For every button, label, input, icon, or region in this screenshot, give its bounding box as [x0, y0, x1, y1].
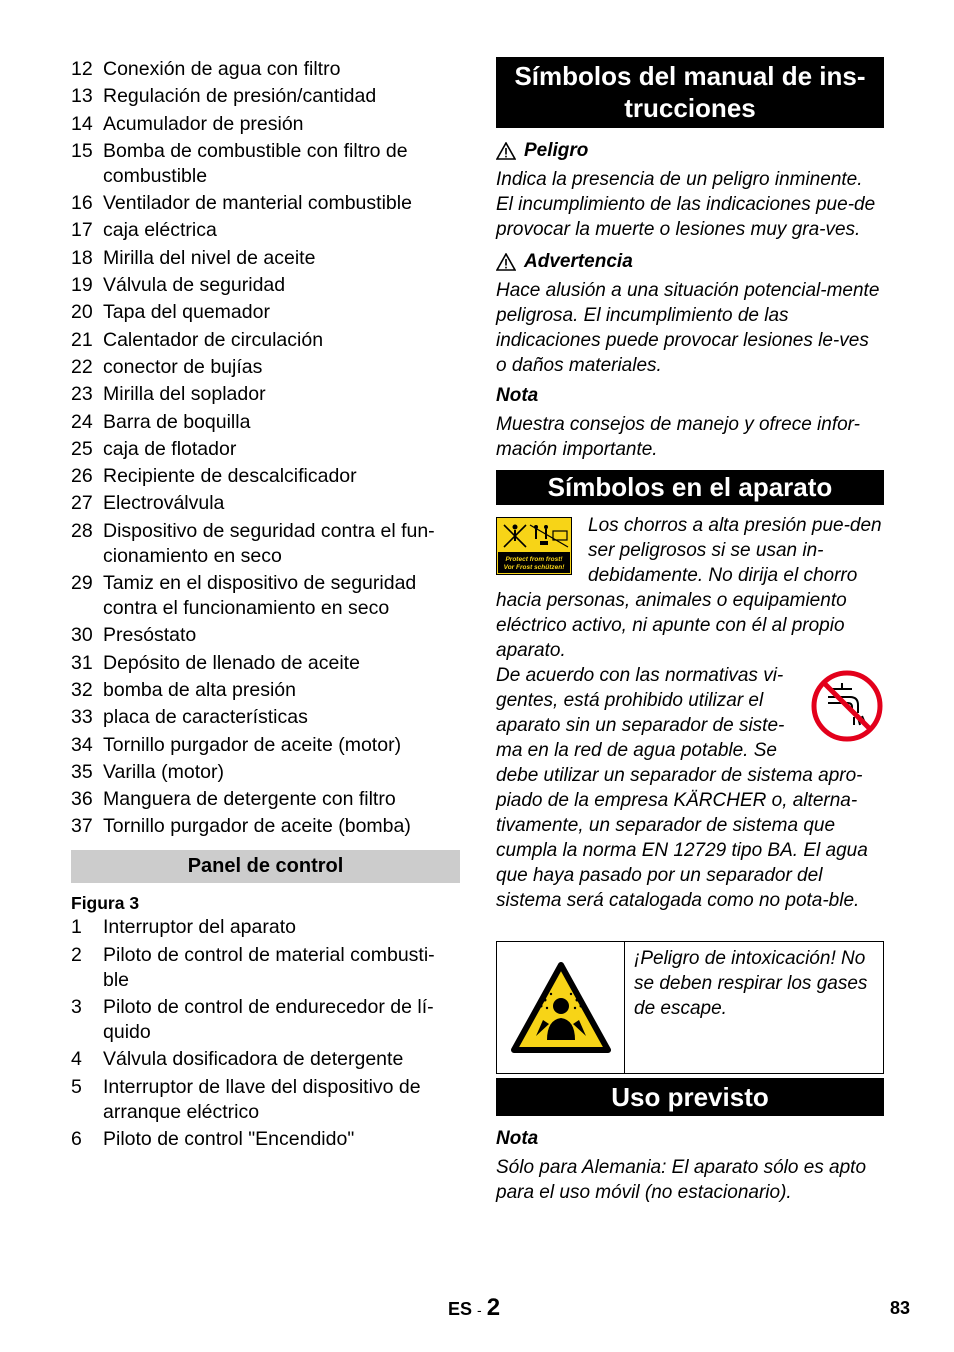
jets-text: Los chorros a alta presión pue-den ser peligrosos si se usan in-debidamente. No dirija el chorro hacia personas, animales o equipamiento eléctrico activo, ni apunte con él al propio aparato. [496, 515, 882, 661]
list-item-number: 35 [71, 760, 93, 783]
list-item-number: 27 [71, 492, 93, 515]
list-item [71, 1127, 460, 1152]
list-item [71, 814, 460, 839]
list-item-number: 24 [71, 410, 93, 433]
toxic-gas-warning-icon [511, 962, 611, 1054]
list-item [71, 84, 460, 109]
list-item-number: 13 [71, 85, 93, 108]
list-item [71, 1075, 460, 1125]
uso-nota-label: Nota [496, 1128, 539, 1149]
list-item-number: 23 [71, 383, 93, 406]
separator-paragraph [496, 663, 884, 913]
list-item-number: 4 [71, 1048, 82, 1071]
list-item [71, 246, 460, 271]
list-item-number: 36 [71, 788, 93, 811]
advertencia-heading [496, 249, 884, 274]
list-item-number: 19 [71, 274, 93, 297]
advertencia-text: Hace alusión a una situación potencial-mente peligrosa. El incumplimiento de las indicaciones puede provocar lesiones le-ves o daños materiales. [496, 280, 880, 376]
list-item [71, 410, 460, 435]
symbols-manual-heading: Símbolos del manual de ins-trucciones [496, 57, 884, 128]
list-item [71, 273, 460, 298]
list-item-text: Regulación de presión/cantidad [103, 85, 377, 108]
list-item-text: Válvula dosificadora de detergente [103, 1048, 404, 1071]
list-item-number: 34 [71, 733, 93, 756]
list-item-text: Manguera de detergente con filtro [103, 788, 396, 811]
list-item [71, 623, 460, 648]
advertencia-label: Advertencia [524, 251, 633, 272]
list-item-text: Piloto de control de endurecedor de lí-quido [103, 996, 434, 1044]
toxic-warning-table [496, 941, 884, 1074]
component-list [71, 57, 460, 839]
svg-text:Vor Frost schützen!: Vor Frost schützen! [503, 564, 565, 571]
list-item-number: 6 [71, 1127, 82, 1150]
list-item-number: 37 [71, 815, 93, 838]
panel-list [71, 915, 460, 1151]
list-item-text: Calentador de circulación [103, 328, 324, 351]
list-item [71, 705, 460, 730]
list-item-number: 21 [71, 328, 93, 351]
list-item-text: Piloto de control de material combusti-ble [103, 943, 435, 991]
uso-nota-text: Sólo para Alemania: El aparato sólo es apto para el uso móvil (no estacionario). [496, 1157, 867, 1203]
list-item-number: 2 [71, 943, 82, 966]
list-item-text: bomba de alta presión [103, 678, 296, 701]
list-item-number: 17 [71, 219, 93, 242]
peligro-label: Peligro [524, 140, 589, 161]
no-drinking-water-connection-icon [810, 669, 884, 743]
warning-triangle-icon [496, 142, 516, 160]
symbols-device-heading: Símbolos en el aparato [496, 470, 884, 505]
svg-text:Protect from frost!: Protect from frost! [505, 556, 563, 563]
toxic-text: ¡Peligro de intoxicación! No se deben respirar los gases de escape. [634, 948, 868, 1019]
list-item-number: 33 [71, 706, 93, 729]
list-item-text: Electroválvula [103, 492, 225, 515]
list-item-number: 12 [71, 58, 93, 80]
list-item [71, 519, 460, 569]
list-item-number: 30 [71, 624, 93, 647]
list-item-text: Tapa del quemador [103, 301, 270, 324]
page-number: 83 [890, 1298, 911, 1318]
right-column [496, 57, 884, 1205]
toxic-icon-cell [497, 942, 625, 1073]
list-item [71, 915, 460, 940]
list-item [71, 355, 460, 380]
left-column [71, 57, 460, 1154]
list-item-number: 16 [71, 192, 93, 215]
list-item-text: caja eléctrica [103, 219, 217, 242]
list-item-text: Tamiz en el dispositivo de seguridad contra el funcionamiento en seco [103, 572, 417, 620]
list-item [71, 943, 460, 993]
list-item [71, 139, 460, 189]
list-item-text: Depósito de llenado de aceite [103, 651, 360, 674]
footer-section [448, 1296, 500, 1322]
list-item [71, 678, 460, 703]
list-item [71, 760, 460, 785]
footer-separator: - [477, 1302, 482, 1318]
list-item-number: 3 [71, 996, 82, 1019]
list-item [71, 995, 460, 1045]
list-item-text: Mirilla del nivel de aceite [103, 246, 316, 269]
list-item-number: 18 [71, 246, 93, 269]
separator-text: De acuerdo con las normativas vi-gentes, está prohibido utilizar el aparato sin un separador de siste-ma en la red de agua potable. Se debe utilizar un separador de sistema apro-piado de la empresa KÄRCHER o, alterna-tivamente, un separador de sistema que cumpla la norma EN 12729 tipo BA. El agua que haya pasado por un separador del sistema será catalogada como no pota-ble. [496, 665, 868, 911]
list-item-number: 29 [71, 572, 93, 595]
list-item [71, 571, 460, 621]
list-item [71, 112, 460, 137]
list-item [71, 300, 460, 325]
list-item-number: 25 [71, 437, 93, 460]
list-item-number: 14 [71, 112, 93, 135]
footer-lang: ES [448, 1299, 473, 1319]
list-item-number: 22 [71, 355, 93, 378]
list-item [71, 464, 460, 489]
nota-text: Muestra consejos de manejo y ofrece infor-mación importante. [496, 414, 860, 460]
list-item-text: Bomba de combustible con filtro de combustible [103, 139, 408, 187]
list-item-text: placa de características [103, 706, 308, 729]
list-item [71, 733, 460, 758]
list-item [71, 382, 460, 407]
list-item [71, 787, 460, 812]
figure-label: Figura 3 [71, 893, 140, 914]
list-item-number: 28 [71, 519, 93, 542]
list-item-number: 15 [71, 139, 93, 162]
list-item-text: conector de bujías [103, 355, 263, 378]
footer-section-number: 2 [486, 1294, 501, 1321]
list-item-text: Recipiente de descalcificador [103, 465, 357, 488]
list-item-text: Conexión de agua con filtro [103, 58, 341, 80]
list-item-number: 31 [71, 651, 93, 674]
list-item-text: Dispositivo de seguridad contra el fun-cionamiento en seco [103, 519, 435, 567]
list-item [71, 57, 460, 82]
list-item [71, 191, 460, 216]
list-item [71, 1047, 460, 1072]
panel-heading: Panel de control [71, 850, 460, 883]
list-item-number: 5 [71, 1075, 82, 1098]
list-item-text: Presóstato [103, 624, 197, 647]
list-item [71, 328, 460, 353]
protect-from-frost-sign-icon [496, 517, 572, 575]
list-item-text: Varilla (motor) [103, 760, 224, 783]
list-item-text: Tornillo purgador de aceite (bomba) [103, 815, 411, 838]
list-item-text: caja de flotador [103, 437, 237, 460]
jets-paragraph [496, 513, 884, 663]
nota-label: Nota [496, 385, 539, 406]
list-item [71, 218, 460, 243]
peligro-text: Indica la presencia de un peligro inminente. El incumplimiento de las indicaciones pue-de provocar la muerte o lesiones muy gra-ves. [496, 169, 876, 240]
list-item [71, 437, 460, 462]
list-item-text: Interruptor de llave del dispositivo de arranque eléctrico [103, 1075, 421, 1123]
list-item-text: Mirilla del soplador [103, 383, 266, 406]
list-item-number: 32 [71, 678, 93, 701]
list-item [71, 651, 460, 676]
list-item [71, 491, 460, 516]
list-item-text: Válvula de seguridad [103, 274, 286, 297]
list-item-number: 20 [71, 301, 93, 324]
list-item-text: Tornillo purgador de aceite (motor) [103, 733, 402, 756]
list-item-text: Barra de boquilla [103, 410, 251, 433]
list-item-text: Ventilador de manterial combustible [103, 192, 412, 215]
uso-heading: Uso previsto [496, 1078, 884, 1116]
list-item-number: 1 [71, 916, 82, 939]
list-item-text: Acumulador de presión [103, 112, 304, 135]
peligro-heading [496, 138, 884, 163]
list-item-number: 26 [71, 465, 93, 488]
list-item-text: Piloto de control "Encendido" [103, 1127, 355, 1150]
list-item-text: Interruptor del aparato [103, 916, 296, 939]
warning-triangle-icon [496, 253, 516, 271]
